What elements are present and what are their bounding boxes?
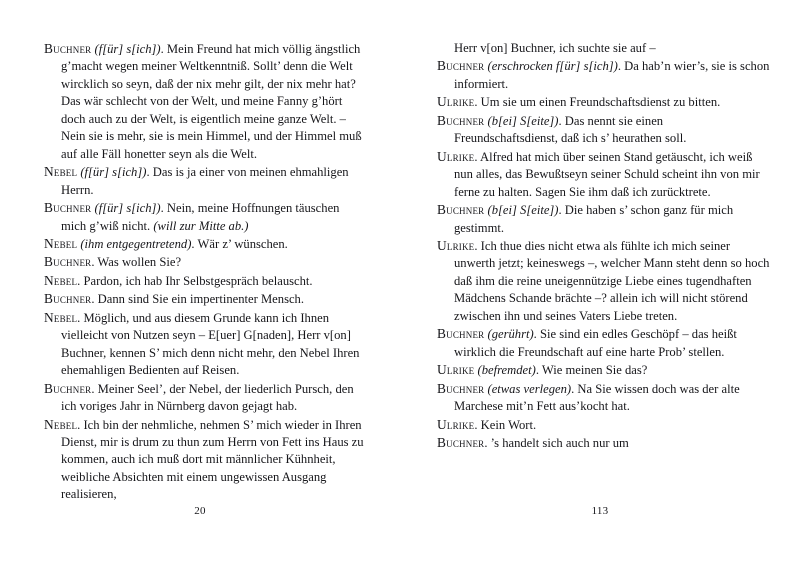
speech-line xyxy=(437,434,770,452)
speech-text: Das is ja einer von meinen ehmahligen Herrn. xyxy=(61,165,349,197)
speech-text: Mein Freund hat mich völlig ängstlich g’macht wegen meiner Weltkenntniß. Sollt’ denn die Welt wircklich so seyn, daß der nix mehr gilt, der nix mehr hat? Das wär schlecht von der Welt, und meine Fanny g’hört doch auch zu der Welt, is eigentlich meine ganze Welt. – Nein sie is mehr, sie is mein Himmel, und der Himmel muß auf alle Fäll honetter seyn als die Welt. xyxy=(61,42,362,161)
page-right-folio: 113 xyxy=(591,505,609,517)
speaker-punctuation: . xyxy=(484,435,488,450)
speech-text: Na Sie wissen doch was der alte Marchese mit’n Fett aus’kocht hat. xyxy=(454,381,740,414)
speaker-punctuation: . xyxy=(571,381,575,396)
speaker-name: Buchner xyxy=(437,58,485,74)
speaker-name: Buchner xyxy=(44,41,92,56)
speech-line xyxy=(44,40,366,163)
stage-direction: (f[ür] s[ich]) xyxy=(94,42,161,56)
speech-line xyxy=(44,272,366,290)
speech-text: Möglich, und aus diesem Grunde kann ich Ihnen vielleicht von Nutzen seyn – E[uer] G[naden], Herr v[on] Buchner, kennen S’ mich denn nicht mehr, den Nebel Ihren ehemahligen Bedienten auf Reisen. xyxy=(61,310,360,378)
page-right-textblock xyxy=(437,40,770,452)
speech-text: Wie meinen Sie das? xyxy=(538,363,648,378)
stage-direction-trailing: (will zur Mitte ab.) xyxy=(153,218,249,233)
speech-line xyxy=(44,199,366,235)
speech-line xyxy=(437,57,770,93)
speech-text: Um sie um einen Freundschaftsdienst zu bitten. xyxy=(477,95,721,110)
speech-line xyxy=(44,290,366,308)
speech-line xyxy=(44,380,366,416)
speech-text: ’s handelt sich auch nur um xyxy=(487,435,629,450)
speech-line xyxy=(437,148,770,201)
speaker-name: Buchner xyxy=(437,112,485,128)
speaker-punctuation: . xyxy=(191,236,195,251)
stage-direction: (gerührt) xyxy=(487,327,534,342)
speaker-punctuation: . xyxy=(160,42,164,56)
carried-over-line: Herr v[on] Buchner, ich suchte sie auf – xyxy=(454,41,656,55)
page-right xyxy=(400,0,800,566)
stage-direction: (erschrocken f[ür] s[ich]) xyxy=(487,59,618,74)
speech-text: Kein Wort. xyxy=(477,417,537,432)
speaker-punctuation: . xyxy=(474,417,478,432)
speech-text: Alfred hat mich über seinen Stand getäuscht, ich weiß nun alles, das Bewußtseyn seiner Schuld scheint ihn von mir ferne zu halten. Sagen Sie ihm daß ich zurücktrete. xyxy=(454,149,760,199)
stage-direction: (ihm entgegentretend) xyxy=(80,236,192,251)
speaker-punctuation: . xyxy=(91,255,95,270)
speech-line xyxy=(44,309,366,380)
speech-line xyxy=(44,416,366,504)
speech-line xyxy=(437,237,770,325)
speaker-name: Buchner xyxy=(44,291,92,307)
speaker-name: Nebel xyxy=(44,235,78,251)
speaker-name: Nebel xyxy=(44,272,78,288)
speaker-name: Buchner xyxy=(437,434,485,450)
speaker-name: Buchner xyxy=(44,380,92,396)
speaker-name: Ulrike xyxy=(437,94,475,110)
speech-line xyxy=(44,253,366,271)
speaker-name: Buchner xyxy=(437,326,485,342)
speaker-name: Buchner xyxy=(44,254,92,270)
speech-line xyxy=(437,201,770,237)
speech-line xyxy=(437,325,770,361)
speech-text: Sie sind ein edles Geschöpf – das heißt wirklich die Freundschaft auf eine harte Prob’ stellen. xyxy=(454,327,737,359)
stage-direction: (f[ür] s[ich]) xyxy=(94,201,161,216)
speech-line xyxy=(437,93,770,111)
speech-line xyxy=(437,380,770,416)
page-left-textblock xyxy=(44,40,366,504)
speaker-name: Buchner xyxy=(437,202,485,218)
speech-line xyxy=(437,416,770,434)
stage-direction: (etwas verlegen) xyxy=(487,381,572,396)
page-left-folio: 20 xyxy=(194,505,206,517)
speaker-punctuation: . xyxy=(474,149,478,164)
speech-line xyxy=(437,361,770,379)
speaker-punctuation: . xyxy=(535,363,539,378)
speaker-punctuation: . xyxy=(474,238,478,253)
speech-text: Da hab’n wier’s, sie is schon informiert. xyxy=(454,59,770,91)
stage-direction: (b[ei] S[eite]) xyxy=(487,113,559,128)
speaker-punctuation: . xyxy=(558,113,562,128)
speech-text: Das nennt sie einen Freundschaftsdienst, daß ich s’ heurathen soll. xyxy=(454,113,687,146)
speaker-punctuation: . xyxy=(91,292,95,307)
stage-direction: (b[ei] S[eite]) xyxy=(487,203,559,218)
speaker-name: Ulrike xyxy=(437,237,475,253)
speaker-name: Nebel xyxy=(44,416,78,432)
speech-text: Ich bin der nehmliche, nehmen S’ mich wieder in Ihren Dienst, mir is drum zu thun zum Herrn von Fett ins Haus zu kommen, auch ich muß dort mit männlicher Kühnheit, weibliche Absichten mit einem ungewissen Ausgang realisieren, xyxy=(61,417,364,502)
speaker-punctuation: . xyxy=(558,203,562,218)
speaker-name: Ulrike xyxy=(437,362,475,378)
speaker-name: Nebel xyxy=(44,164,78,180)
speaker-punctuation: . xyxy=(77,310,81,325)
speech-line xyxy=(44,163,366,199)
speaker-punctuation: . xyxy=(146,165,150,180)
stage-direction: (f[ür] s[ich]) xyxy=(80,165,147,180)
stage-direction: (befremdet) xyxy=(477,363,536,378)
speaker-name: Nebel xyxy=(44,309,78,325)
speaker-punctuation: . xyxy=(617,59,622,74)
speaker-name: Buchner xyxy=(44,200,92,216)
speech-text: Wär z’ wünschen. xyxy=(194,236,288,251)
speech-text: Pardon, ich hab Ihr Selbstgespräch belauscht. xyxy=(80,273,313,288)
speech-text: Nein, meine Hoffnungen täuschen mich g’wiß nicht. xyxy=(61,201,340,233)
speaker-punctuation: . xyxy=(160,201,164,216)
speaker-punctuation: . xyxy=(77,417,81,432)
speech-line xyxy=(437,112,770,148)
speaker-name: Ulrike xyxy=(437,416,475,432)
speaker-punctuation: . xyxy=(91,381,95,396)
speech-text: Was wollen Sie? xyxy=(94,255,182,270)
speech-text: Dann sind Sie ein impertinenter Mensch. xyxy=(94,292,305,307)
speaker-name: Ulrike xyxy=(437,148,475,164)
speaker-punctuation: . xyxy=(77,273,81,288)
speech-line xyxy=(44,235,366,253)
speaker-punctuation: . xyxy=(474,95,478,110)
speech-text: Die haben s’ schon ganz für mich gestimmt. xyxy=(454,203,734,235)
speech-text: Ich thue dies nicht etwa als fühlte ich mich seiner unwerth jetzt; keineswegs –, welcher Mann steht denn so hoch daß ihm die reine uneigennützige Liebe eines tugendhaften Mädchens Schande brächte –? allein ich will nicht störend zwischen ihn und seines Vaters Liebe treten. xyxy=(454,238,770,323)
speaker-name: Buchner xyxy=(437,380,485,396)
speech-text: Meiner Seel’, der Nebel, der liederlich Pursch, den ich voriges Jahr in Nürnberg davon gejagt hab. xyxy=(61,381,354,414)
speaker-punctuation: . xyxy=(533,327,537,342)
